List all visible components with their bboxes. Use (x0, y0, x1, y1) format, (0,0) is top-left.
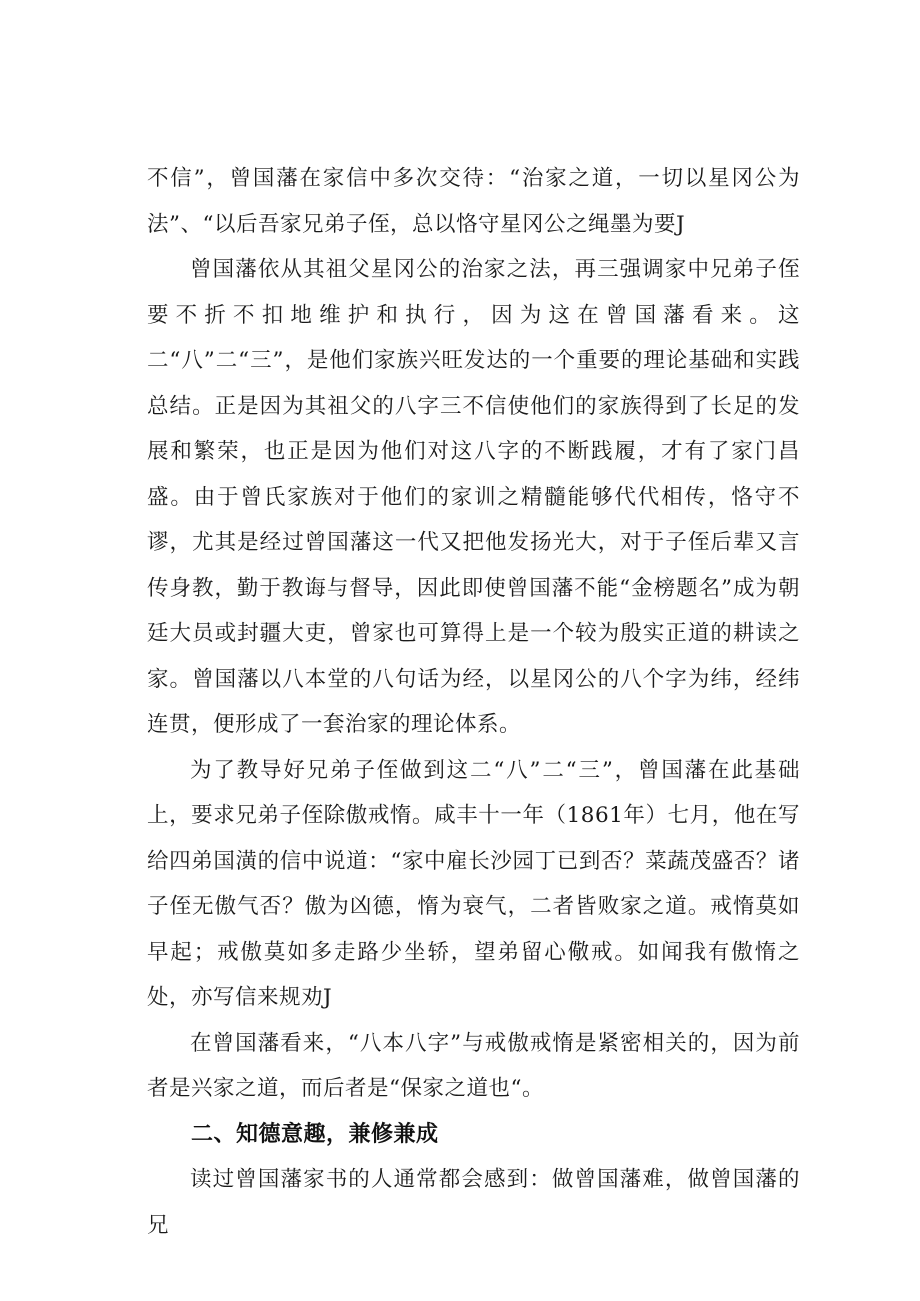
section-heading: 二、知德意趣，兼修兼成 (191, 1121, 439, 1147)
document-body (147, 156, 800, 1248)
paragraph-continuation: 不信”，曾国藩在家信中多次交待：“治家之道，一切以星冈公为法”、“以后吾家兄弟子侄，总以恪守星冈公之绳墨为要J (147, 166, 800, 237)
paragraph-section-intro: 读过曾国藩家书的人通常都会感到：做曾国藩难，做曾国藩的兄 (147, 1167, 800, 1238)
paragraph-pride-laziness: 为了教导好兄弟子侄做到这二“八”二“三”，曾国藩在此基础上，要求兄弟子侄除傲戒惰。咸丰十一年（1861年）七月，他在写给四弟国潢的信中说道：“家中雇长沙园丁已到否？菜蔬茂盛否？诸子侄无傲气否？傲为凶德，惰为衰气，二者皆败家之道。戒惰莫如早起；戒傲莫如多走路少坐轿，望弟留心儆戒。如闻我有傲惰之处，亦写信来规劝J (147, 757, 800, 1010)
paragraph-family-rules: 曾国藩依从其祖父星冈公的治家之法，再三强调家中兄弟子侄要不折不扣地维护和执行，因为这在曾国藩看来。这二“八”二“三”，是他们家族兴旺发达的一个重要的理论基础和实践总结。正是因为其祖父的八字三不信使他们的家族得到了长足的发展和繁荣，也正是因为他们对这八字的不断践履，才有了家门昌盛。由于曾氏家族对于他们的家训之精髓能够代代相传，恪守不谬，尤其是经过曾国藩这一代又把他发扬光大，对于子侄后辈又言传身教，勤于教诲与督导，因此即使曾国藩不能“金榜题名”成为朝廷大员或封疆大吏，曾家也可算得上是一个较为殷实正道的耕读之家。曾国藩以八本堂的八句话为经，以星冈公的八个字为纬，经纬连贯，便形成了一套治家的理论体系。 (147, 257, 800, 737)
paragraph-conclusion: 在曾国藩看来，“八本八字”与戒傲戒惰是紧密相关的，因为前者是兴家之道，而后者是“保家之道也“。 (147, 1030, 800, 1101)
